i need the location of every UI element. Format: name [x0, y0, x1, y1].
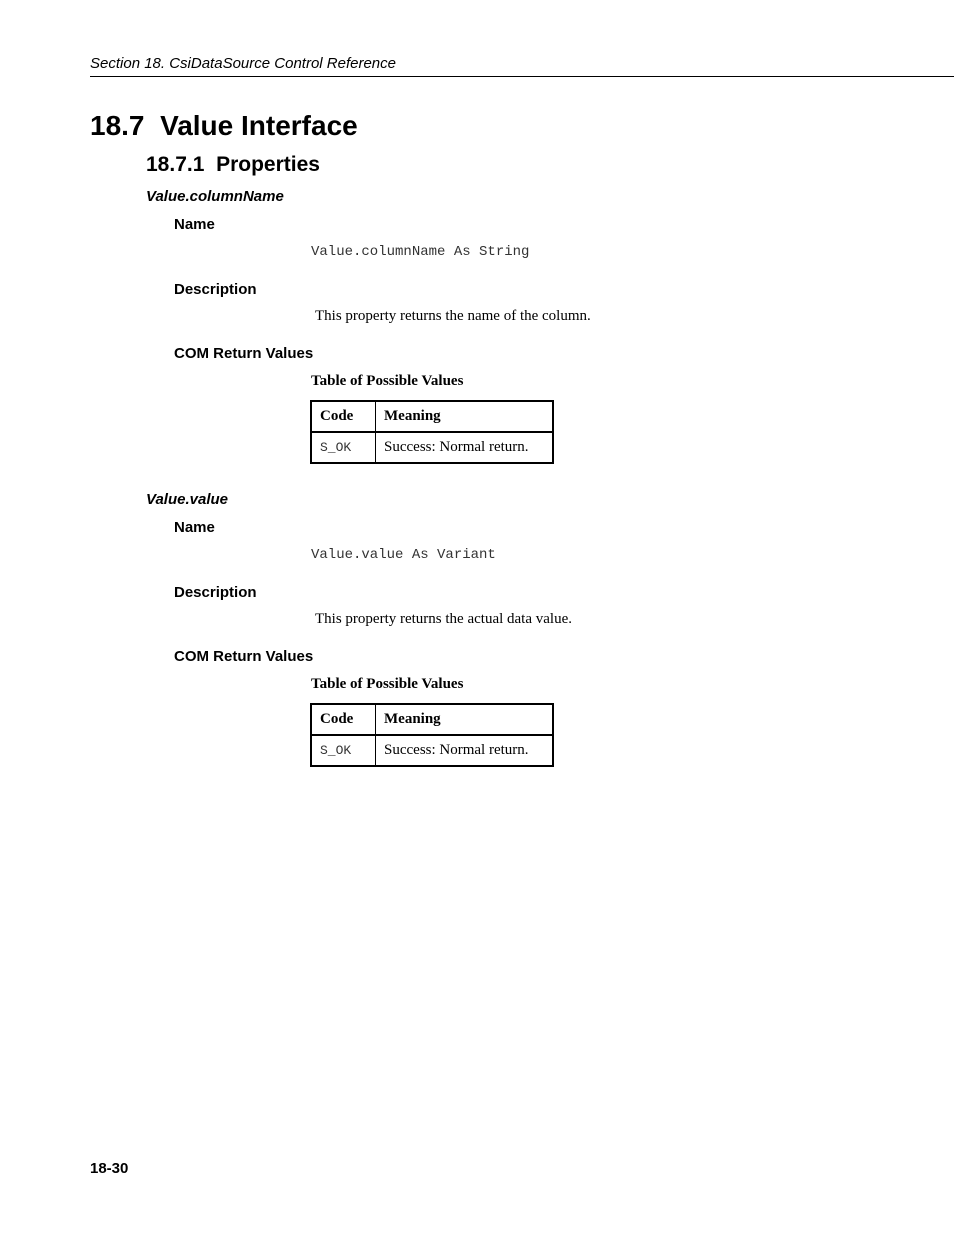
table-header-meaning: Meaning — [376, 704, 554, 735]
possible-values-table — [310, 703, 554, 767]
table-row — [311, 735, 553, 766]
possible-values-table — [310, 400, 554, 464]
table-cell-meaning: Success: Normal return. — [376, 432, 554, 463]
property-heading: Value.columnName — [146, 188, 284, 205]
page-number: 18-30 — [90, 1160, 129, 1177]
table-cell-code: S_OK — [311, 735, 376, 766]
property-heading: Value.value — [146, 491, 228, 508]
table-header-row — [311, 401, 553, 432]
header-rule — [90, 76, 954, 77]
table-cell-code: S_OK — [311, 432, 376, 463]
com-return-label: COM Return Values — [174, 648, 314, 665]
table-caption: Table of Possible Values — [311, 676, 464, 692]
section-title: Value Interface — [160, 110, 358, 141]
table-header-meaning: Meaning — [376, 401, 554, 432]
subsection-title: Properties — [216, 153, 320, 176]
section-heading — [90, 110, 358, 142]
table-caption: Table of Possible Values — [311, 373, 464, 389]
table-header-row — [311, 704, 553, 735]
table-header-code: Code — [311, 401, 376, 432]
property-description: This property returns the name of the column. — [315, 308, 591, 324]
table-header-code: Code — [311, 704, 376, 735]
property-description: This property returns the actual data value. — [315, 611, 572, 627]
section-number: 18.7 — [90, 110, 145, 141]
description-label: Description — [174, 584, 257, 601]
subsection-heading — [146, 153, 320, 177]
name-label: Name — [174, 519, 215, 536]
property-signature: Value.value As Variant — [311, 547, 496, 563]
table-row — [311, 432, 553, 463]
description-label: Description — [174, 281, 257, 298]
com-return-label: COM Return Values — [174, 345, 314, 362]
name-label: Name — [174, 216, 215, 233]
running-header: Section 18. CsiDataSource Control Reference — [90, 55, 396, 72]
subsection-number: 18.7.1 — [146, 153, 205, 176]
table-cell-meaning: Success: Normal return. — [376, 735, 554, 766]
property-signature: Value.columnName As String — [311, 244, 530, 260]
